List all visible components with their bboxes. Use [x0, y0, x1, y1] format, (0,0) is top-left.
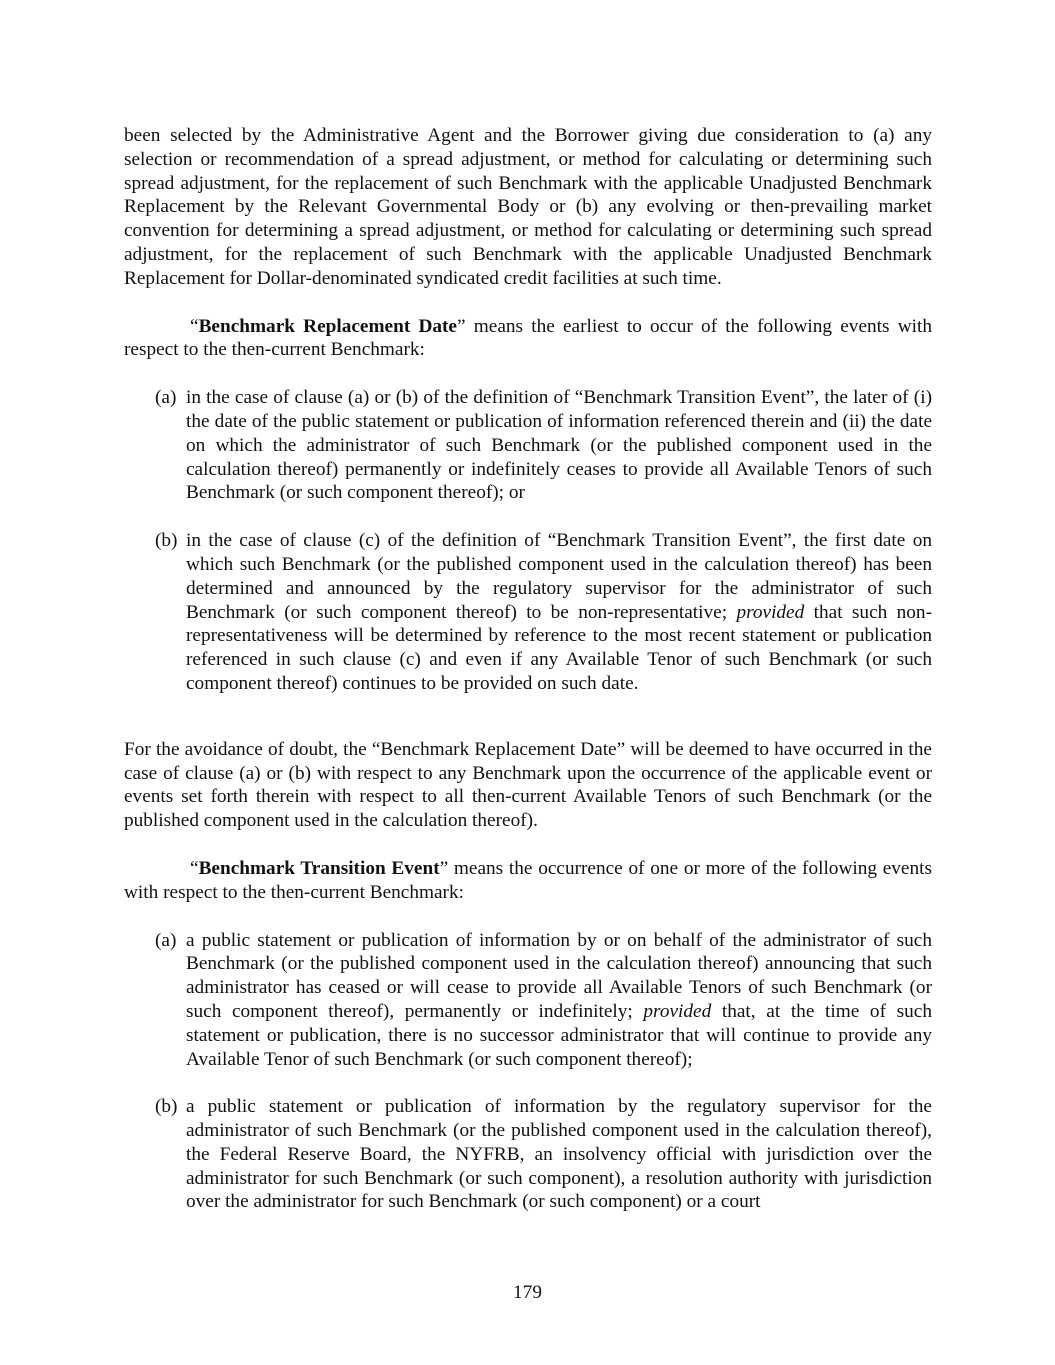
definition-benchmark-replacement-date [124, 315, 932, 363]
clause-marker: (a) [155, 387, 177, 409]
avoidance-of-doubt-paragraph: For the avoidance of doubt, the “Benchmark Replacement Date” will be deemed to have occurred in the case of clause (a) or (b) with respect to any Benchmark upon the occurrence of the applicable event or events set forth therein with respect to all then-current Available Tenors of such Benchmark (or the published component used in the calculation thereof). [124, 738, 932, 832]
defined-term: Benchmark Replacement Date [198, 315, 457, 337]
open-quote: “ [190, 857, 199, 879]
clause-text: in the case of clause (a) or (b) of the definition of “Benchmark Transition Event”, the later of (i) the date of the public statement or publication of information referenced therein and (ii) the date on which the administrator of such Benchmark (or the published component used in the calculation thereof) permanently or indefinitely ceases to provide all Available Tenors of such Benchmark (or such component thereof); or [186, 387, 932, 504]
continuation-paragraph: been selected by the Administrative Agent and the Borrower giving due consideration to (a) any selection or recommendation of a spread adjustment, or method for calculating or determining such spread adjustment, for the replacement of such Benchmark with the applicable Unadjusted Benchmark Replacement by the Relevant Governmental Body or (b) any evolving or then-prevailing market convention for determining a spread adjustment, or method for calculating or determining such spread adjustment, for the replacement of such Benchmark with the applicable Unadjusted Benchmark Replacement for Dollar-denominated syndicated credit facilities at such time. [124, 125, 932, 289]
clause-text: a public statement or publication of information by the regulatory supervisor for the administrator of such Benchmark (or the published component used in the calculation thereof), the Federal Reserve Board, the NYFRB, an insolvency official with jurisdiction over the administrator for such Benchmark (or such component), a resolution authority with jurisdiction over the administrator for such Benchmark (or such component) or a court [186, 1096, 932, 1213]
clause-a [124, 386, 932, 505]
clause-text-continued: that such non-representativeness will be determined by reference to the most recent statement or publication referenced in such clause (c) and even if any Available Tenor of such Benchmark (or such component thereof) continues to be provided on such date. [186, 601, 932, 694]
definition-text: ” means the occurrence of one or more of the following events with respect to the then-current Benchmark: [124, 857, 932, 903]
italic-term: provided [736, 601, 805, 623]
definition-benchmark-transition-event [124, 857, 932, 905]
defined-term: Benchmark Transition Event [198, 857, 440, 879]
definition-text: ” means the earliest to occur of the following events with respect to the then-current Benchmark: [124, 315, 932, 361]
clause-marker: (b) [155, 1096, 178, 1118]
clause-text: a public statement or publication of information by or on behalf of the administrator of such Benchmark (or the published component used in the calculation thereof) announcing that such administrator has ceased or will cease to provide all Available Tenors of such Benchmark (or such component thereof), permanently or indefinitely; [186, 929, 932, 1022]
clause-marker: (a) [155, 929, 177, 951]
clause-text: in the case of clause (c) of the definition of “Benchmark Transition Event”, the first date on which such Benchmark (or the published component used in the calculation thereof) has been determined and announced by the regulatory supervisor for the administrator of such Benchmark (or such component thereof) to be non-representative; [186, 530, 932, 623]
open-quote: “ [190, 315, 199, 337]
clause-text-continued: that, at the time of such statement or publication, there is no successor administrator that will continue to provide any Available Tenor of such Benchmark (or such component thereof); [186, 1000, 932, 1070]
clause-marker: (b) [155, 530, 178, 552]
page-body [124, 124, 932, 1214]
clause-b [124, 1095, 932, 1214]
italic-term: provided [643, 1000, 712, 1022]
clause-b [124, 529, 932, 696]
clause-a [124, 929, 932, 1072]
page-number: 179 [513, 1282, 542, 1303]
